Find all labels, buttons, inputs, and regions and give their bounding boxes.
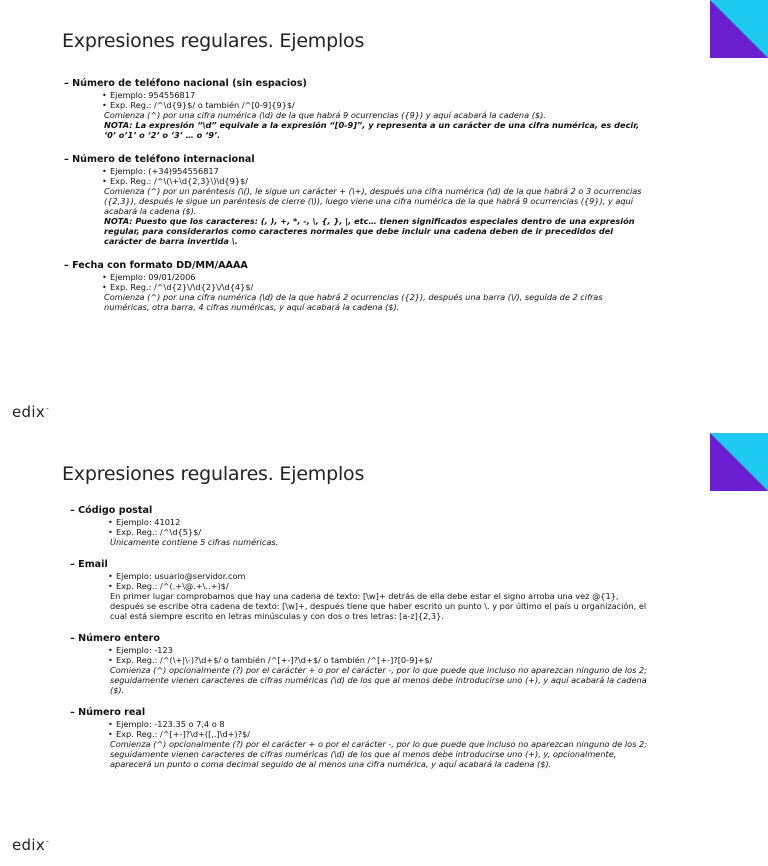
section-telefono-nacional: [64, 78, 648, 140]
regex-item: • Exp. Reg.: /^(\+|\-)?\d+$/ o también /^[+-]?\d+$/ o también /^[+-]?[0-9]+$/: [110, 655, 648, 665]
slide-1-content: [64, 78, 648, 326]
section-codigo-postal: [70, 505, 648, 547]
section-body: [64, 90, 648, 140]
section-telefono-internacional: [64, 154, 648, 246]
regex-item: • Exp. Reg.: /^\d{9}$/ o también /^[0-9]{9}$/: [104, 100, 648, 110]
explanation-text: Comienza (^) opcionalmente (?) por el carácter + o por el carácter -, por lo que puede que incluso no aparezcan ninguno de los 2; seguidamente vienen caracteres de cifras numéricas (\d) de los que al menos debe introducirse uno (+), y aquí acabará la cadena ($).: [110, 665, 648, 695]
section-body: [64, 272, 648, 312]
explanation-text: Comienza (^) por una cifra numérica (\d) de la que habrá 2 ocurrencias ({2}), después una barra (\/), seguida de 2 cifras numéricas, otra barra, 4 cifras numéricas, y aquí acabará la cadena ($).: [104, 292, 603, 312]
explanation-text: Comienza (^) por una cifra numérica (\d) de la que habrá 9 ocurrencias ({9}) y aquí acabará la cadena ($).: [104, 110, 546, 120]
page-title: Expresiones regulares. Ejemplos: [62, 463, 365, 485]
edix-logo: [12, 836, 49, 854]
section-heading: – Número de teléfono nacional (sin espacios): [64, 78, 307, 89]
explanation-text: Comienza (^) opcionalmente (?) por el carácter + o por el carácter -, por lo que puede que incluso no aparezcan ninguno de los 2; seguidamente vienen caracteres de cifras numéricas (\d) de los que al menos debe introducirse uno (+), y, opcionalmente, aparecerá un punto o coma decimal seguido de al menos una cifra numérica, y aquí acabará la cadena ($).: [110, 739, 648, 769]
section-heading: – Número real: [70, 707, 146, 718]
example-item: • Ejemplo: (+34)954556817: [104, 166, 648, 176]
section-heading: – Número entero: [70, 633, 160, 644]
slide-2: [0, 433, 768, 866]
regex-item: • Exp. Reg.: /^\d{2}\/\d{2}\/\d{4}$/: [104, 282, 648, 292]
section-body: [70, 571, 648, 621]
example-item: • Ejemplo: -123: [110, 645, 648, 655]
logo-text: edix: [12, 403, 45, 421]
note-text: NOTA: La expresión “\d” equivale a la expresión “[0-9]”, y representa a un carácter de una cifra numérica, es decir, ‘0’ o’1’ o ‘2’ o ‘3’ … o ‘9’.: [104, 120, 640, 140]
example-item: • Ejemplo: 41012: [110, 517, 648, 527]
section-numero-real: [70, 707, 648, 769]
section-heading: – Email: [70, 559, 108, 570]
section-numero-entero: [70, 633, 648, 695]
regex-item: • Exp. Reg.: /^\(\+\d{2,3}\)\d{9}$/: [104, 176, 648, 186]
edix-logo: [12, 403, 49, 421]
explanation-text: Comienza (^) por un paréntesis (\(), le sigue un carácter + (\+), después una cifra numérica (\d) de la que habrá 2 o 3 ocurrencias ({2,3}), después le sigue un paréntesis de cierre (\)), luego viene una cifra numérica de la que habrá 9 ocurrencias ({9}), y aquí acabará la cadena ($).: [104, 186, 642, 216]
note-text: NOTA: Puesto que los caracteres: (, ), +, *, -, \, {, }, |, etc… tienen significados especiales dentro de una expresión regular, para considerarlos como caracteres normales que debe incluir una cadena deben de ir precedidos del carácter de barra invertida \.: [104, 216, 635, 246]
section-heading: – Fecha con formato DD/MM/AAAA: [64, 260, 248, 271]
section-heading: – Número de teléfono internacional: [64, 154, 255, 165]
section-heading: – Código postal: [70, 505, 153, 516]
explanation-text: Únicamente contiene 5 cifras numéricas.: [110, 537, 279, 547]
example-item: • Ejemplo: 954556817: [104, 90, 648, 100]
regex-item: • Exp. Reg.: /^\d{5}$/: [110, 527, 648, 537]
section-fecha: [64, 260, 648, 312]
example-item: • Ejemplo: -123.35 o 7,4 o 8: [110, 719, 648, 729]
regex-item: • Exp. Reg.: /^[+-]?\d+([,.]\d+)?$/: [110, 729, 648, 739]
regex-item: • Exp. Reg.: /^(.+\@.+\..+)$/: [110, 581, 648, 591]
section-body: [64, 166, 648, 246]
slide-2-content: [70, 505, 648, 781]
example-item: • Ejemplo: 09/01/2006: [104, 272, 648, 282]
logo-text: edix: [12, 836, 45, 854]
page-title: Expresiones regulares. Ejemplos: [62, 30, 365, 52]
example-item: • Ejemplo: usuario@servidor.com: [110, 571, 648, 581]
section-body: [70, 719, 648, 769]
section-email: [70, 559, 648, 621]
logo-mark: -: [46, 404, 50, 413]
logo-mark: -: [46, 837, 50, 846]
corner-decoration-icon: [710, 0, 768, 58]
section-body: [70, 645, 648, 695]
corner-decoration-icon: [710, 433, 768, 491]
explanation-text: En primer lugar comprobamos que hay una cadena de texto: [\w]+ detrás de ella debe estar el signo arroba una vez @{1}, después se escribe otra cadena de texto: [\w]+, después tiene que haber escrito un punto \. y por último el país u organización, el cual está siempre escrito en letras minúsculas y con dos o tres letras: [a-z]{2,3}.: [110, 591, 647, 621]
section-body: [70, 517, 648, 547]
